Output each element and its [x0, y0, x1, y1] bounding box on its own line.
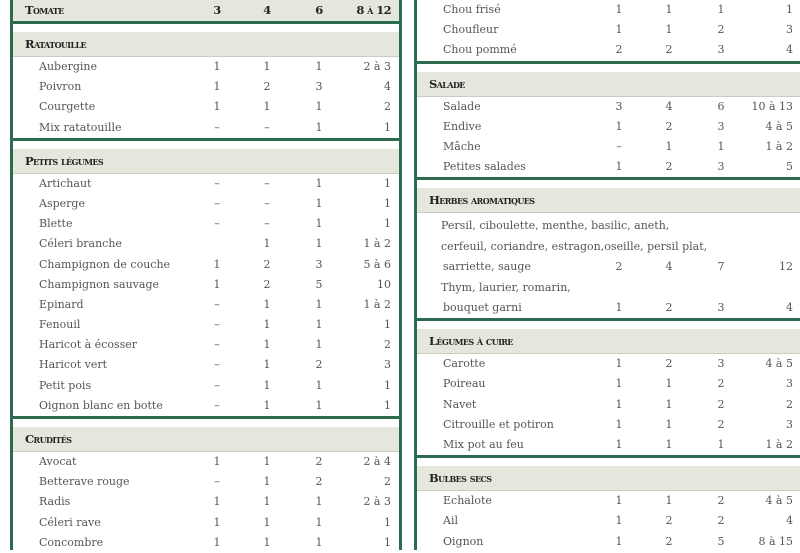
- row-value: 1: [263, 60, 271, 73]
- row-value: 1: [665, 417, 673, 431]
- table-row: [13, 77, 399, 97]
- table-row: [13, 57, 399, 77]
- row-value: 1: [665, 494, 673, 508]
- row-value: 1: [717, 139, 725, 153]
- table-row: [417, 395, 800, 415]
- row-name: Endive: [443, 119, 482, 133]
- row-value: 4: [786, 301, 793, 314]
- row-value: 1: [615, 514, 623, 528]
- row-value: 8 à 15: [758, 534, 793, 548]
- row-value: 2: [717, 377, 725, 391]
- section-bulbes-secs: [417, 466, 800, 552]
- table-row: [13, 315, 399, 335]
- row-value: 1: [263, 378, 271, 392]
- row-value: 4: [384, 80, 391, 94]
- row-name: Oignon: [443, 534, 484, 548]
- row-value: 1: [665, 377, 673, 391]
- row-value: 3: [717, 357, 725, 371]
- row-value: 2: [665, 357, 673, 371]
- row-name: Echalote: [443, 494, 492, 508]
- row-name: Ail: [443, 514, 458, 528]
- row-name: Poireau: [443, 377, 486, 391]
- row-name: bouquet garni: [443, 301, 522, 314]
- row-value: 1: [315, 495, 323, 509]
- row-value: –: [214, 398, 220, 412]
- row-value: 3: [717, 119, 725, 133]
- row-value: 2 à 4: [363, 455, 391, 468]
- row-value: 3: [615, 99, 623, 113]
- row-value: 1: [717, 3, 725, 16]
- row-value: –: [214, 196, 220, 210]
- row-value: 1: [384, 120, 391, 134]
- row-value: 2: [384, 100, 391, 114]
- table-row: [417, 117, 800, 137]
- row-value: 1: [263, 398, 271, 412]
- section-title: Bulbes secs: [417, 466, 800, 491]
- row-value: 1: [615, 494, 623, 508]
- row-value: 1: [384, 378, 391, 392]
- row-value: –: [616, 139, 622, 153]
- row-value: 1: [315, 100, 323, 114]
- row-name: Champignon sauvage: [39, 277, 159, 291]
- row-value: 1: [615, 437, 623, 451]
- row-name: Petites salades: [443, 160, 526, 174]
- section-crudites: [13, 427, 399, 553]
- table-row: [417, 0, 800, 20]
- row-value: –: [264, 196, 270, 210]
- row-value: 5 à 6: [363, 257, 391, 271]
- row-value: 1: [384, 196, 391, 210]
- row-value: 1: [615, 357, 623, 371]
- table-row: [13, 355, 399, 375]
- section-ratatouille: [13, 32, 399, 141]
- row-value: 1: [615, 534, 623, 548]
- section-title: Herbes aromatiques: [417, 188, 800, 213]
- row-value: –: [214, 378, 220, 392]
- table-row: [417, 491, 800, 511]
- row-value: 2: [263, 277, 271, 291]
- row-value: 1: [615, 397, 623, 411]
- row-name: Fenouil: [39, 318, 81, 332]
- row-name: Artichaut: [39, 176, 92, 190]
- row-value: –: [264, 217, 270, 231]
- row-value: 2: [717, 397, 725, 411]
- row-value: 1: [263, 338, 271, 352]
- row-name: Citrouille et potiron: [443, 417, 554, 431]
- row-value: 1: [263, 455, 271, 468]
- table-row: [417, 298, 800, 318]
- row-value: 1: [263, 475, 271, 489]
- row-name: Chou pommé: [443, 43, 517, 57]
- row-value: 1: [213, 515, 221, 529]
- row-value: 4 à 5: [765, 357, 793, 371]
- row-value: 1: [213, 100, 221, 114]
- row-value: 3: [786, 417, 793, 431]
- row-name: Navet: [443, 397, 477, 411]
- table-row: [417, 435, 800, 455]
- row-value: 1: [615, 377, 623, 391]
- table-row: [13, 376, 399, 396]
- row-name: Choufleur: [443, 23, 499, 37]
- row-value: –: [214, 297, 220, 311]
- row-value: 2: [717, 23, 725, 37]
- row-value: 8 à 12: [356, 3, 391, 17]
- table-row: [13, 97, 399, 117]
- row-value: 2: [665, 534, 673, 548]
- row-value: 1: [384, 515, 391, 529]
- row-value: 2: [665, 43, 673, 57]
- row-value: 2: [315, 455, 323, 468]
- left-column: [10, 0, 402, 550]
- row-value: 4: [786, 514, 793, 528]
- herb-line: Persil, ciboulette, menthe, basilic, aneth,: [441, 219, 670, 233]
- row-value: 1 à 2: [363, 237, 391, 251]
- row-name: Courgette: [39, 100, 96, 114]
- row-value: 12: [779, 260, 793, 274]
- row-value: 1: [615, 417, 623, 431]
- row-value: 5: [786, 160, 793, 174]
- row-name: Radis: [39, 495, 71, 509]
- section-herbes-aromatiques: [417, 188, 800, 321]
- row-name: Céleri rave: [39, 515, 101, 529]
- herb-line: Thym, laurier, romarin,: [441, 280, 571, 294]
- row-value: 2: [315, 358, 323, 372]
- row-name: Blette: [39, 217, 73, 231]
- section-title: Salade: [417, 72, 800, 97]
- row-value: 2 à 3: [363, 60, 391, 73]
- row-value: 4 à 5: [765, 119, 793, 133]
- row-value: 2: [717, 494, 725, 508]
- row-name: Chou frisé: [443, 3, 501, 16]
- table-row: [13, 513, 399, 533]
- row-value: 1: [263, 237, 271, 251]
- row-value: 1: [665, 437, 673, 451]
- row-name: Mix ratatouille: [39, 120, 122, 134]
- row-name: Haricot à écosser: [39, 338, 138, 352]
- row-value: 3: [786, 377, 793, 391]
- row-value: 1: [263, 318, 271, 332]
- table-row: [417, 511, 800, 531]
- row-value: 2: [665, 160, 673, 174]
- row-value: 1: [384, 176, 391, 190]
- section-title: Petits légumes: [13, 149, 399, 174]
- row-value: 3: [717, 160, 725, 174]
- row-value: 10 à 13: [751, 99, 793, 113]
- row-value: –: [214, 217, 220, 231]
- table-row: [417, 532, 800, 552]
- table-row: [13, 335, 399, 355]
- row-name: Carotte: [443, 357, 486, 371]
- row-value: 1: [315, 297, 323, 311]
- row-value: 2: [384, 338, 391, 352]
- row-value: 1: [615, 119, 623, 133]
- row-name: Céleri branche: [39, 237, 122, 251]
- row-value: 3: [786, 23, 793, 37]
- row-value: 1 à 2: [765, 139, 793, 153]
- table-row: [13, 452, 399, 472]
- row-name: Poivron: [39, 80, 82, 94]
- row-value: –: [214, 120, 220, 134]
- row-value: 1: [315, 217, 323, 231]
- herb-line: cerfeuil, coriandre, estragon,oseille, persil plat,: [441, 239, 708, 253]
- table-row: [417, 20, 800, 40]
- row-value: 2: [665, 301, 673, 314]
- row-value: 4: [263, 3, 271, 17]
- row-value: 2: [384, 475, 391, 489]
- row-value: 1: [384, 318, 391, 332]
- row-value: 1: [213, 277, 221, 291]
- section-salade: [417, 72, 800, 181]
- row-name: Epinard: [39, 297, 84, 311]
- row-value: 2: [263, 257, 271, 271]
- row-value: –: [214, 338, 220, 352]
- row-value: –: [214, 358, 220, 372]
- row-value: 1: [315, 338, 323, 352]
- section-title: Crudités: [13, 427, 399, 452]
- row-value: 1: [263, 515, 271, 529]
- row-value: 5: [717, 534, 725, 548]
- table-row: [13, 492, 399, 512]
- row-value: 2: [717, 417, 725, 431]
- row-value: 1: [315, 196, 323, 210]
- row-value: 1: [315, 318, 323, 332]
- table-row: [417, 97, 800, 117]
- row-value: 2: [263, 80, 271, 94]
- row-value: –: [214, 176, 220, 190]
- row-value: 1: [786, 3, 793, 16]
- row-value: –: [264, 176, 270, 190]
- row-value: 1: [315, 535, 323, 549]
- row-name: Tomate: [25, 3, 64, 17]
- row-value: 1: [315, 120, 323, 134]
- row-value: 1 à 2: [363, 297, 391, 311]
- table-row: [13, 295, 399, 315]
- row-value: 1: [263, 297, 271, 311]
- row-value: 1: [213, 80, 221, 94]
- row-value: 1: [665, 23, 673, 37]
- row-value: 1: [384, 398, 391, 412]
- table-row: [417, 374, 800, 394]
- row-value: 1: [615, 23, 623, 37]
- row-name: Mix pot au feu: [443, 437, 524, 451]
- row-name: Haricot vert: [39, 358, 108, 372]
- row-name: Betterave rouge: [39, 475, 130, 489]
- table-row: [417, 257, 800, 277]
- row-value: 1: [615, 160, 623, 174]
- row-name: Concombre: [39, 535, 104, 549]
- row-value: 6: [315, 3, 323, 17]
- table-row: [13, 396, 399, 416]
- table-row: [13, 255, 399, 275]
- row-value: 1: [384, 217, 391, 231]
- row-name: Aubergine: [39, 60, 97, 73]
- row-value: 1: [615, 301, 623, 314]
- row-name: Champignon de couche: [39, 257, 171, 271]
- row-value: 2: [665, 514, 673, 528]
- row-value: 2: [717, 514, 725, 528]
- row-value: 1: [263, 358, 271, 372]
- row-value: 2 à 3: [363, 495, 391, 509]
- row-value: 5: [315, 277, 323, 291]
- row-value: –: [214, 318, 220, 332]
- row-value: 1: [315, 515, 323, 529]
- right-column: [414, 0, 800, 550]
- row-name: Mâche: [443, 139, 481, 153]
- row-name: Asperge: [39, 196, 85, 210]
- row-value: 1: [263, 535, 271, 549]
- table-row: [417, 415, 800, 435]
- row-value: –: [214, 475, 220, 489]
- row-name: Salade: [443, 99, 481, 113]
- row-value: 1: [665, 397, 673, 411]
- row-name: sarriette, sauge: [443, 260, 531, 274]
- row-value: 1: [213, 257, 221, 271]
- row-value: 1: [665, 3, 673, 16]
- row-name: Petit pois: [39, 378, 92, 392]
- row-value: 4: [665, 260, 673, 274]
- table-row: [13, 214, 399, 234]
- table-row-tomate: [13, 0, 399, 24]
- row-name: Oignon blanc en botte: [39, 398, 163, 412]
- row-value: 3: [717, 301, 725, 314]
- row-value: 1: [213, 60, 221, 73]
- row-value: 1: [263, 495, 271, 509]
- row-value: 1: [315, 378, 323, 392]
- row-value: 1: [213, 495, 221, 509]
- row-value: 2: [315, 475, 323, 489]
- table-row: [13, 174, 399, 194]
- row-value: 1: [315, 237, 323, 251]
- row-value: 1: [213, 535, 221, 549]
- row-value: 3: [315, 80, 323, 94]
- table-row: [13, 194, 399, 214]
- row-value: 3: [717, 43, 725, 57]
- table-row: [13, 472, 399, 492]
- table-row: [417, 157, 800, 177]
- table-row: [417, 354, 800, 374]
- section-choux: [417, 0, 800, 64]
- row-value: 4: [665, 99, 673, 113]
- row-value: 2: [786, 397, 793, 411]
- row-value: 6: [717, 99, 725, 113]
- row-value: 1: [315, 176, 323, 190]
- row-value: 1: [315, 398, 323, 412]
- row-value: 10: [377, 277, 391, 291]
- row-value: 3: [384, 358, 391, 372]
- section-title: Ratatouille: [13, 32, 399, 57]
- row-value: 1: [384, 535, 391, 549]
- section-title: Légumes à cuire: [417, 329, 800, 354]
- row-value: 1: [665, 139, 673, 153]
- row-value: 1: [315, 60, 323, 73]
- row-value: 4 à 5: [765, 494, 793, 508]
- row-value: 3: [213, 3, 221, 17]
- table-row: [13, 234, 399, 254]
- row-value: 1: [717, 437, 725, 451]
- row-value: 2: [615, 43, 623, 57]
- row-name: Avocat: [39, 455, 77, 468]
- row-value: 4: [786, 43, 793, 57]
- table-row: [417, 137, 800, 157]
- table-row: [13, 118, 399, 138]
- row-value: 2: [665, 119, 673, 133]
- row-value: 1: [213, 455, 221, 468]
- row-value: –: [264, 120, 270, 134]
- row-value: 1: [263, 100, 271, 114]
- row-value: 2: [615, 260, 623, 274]
- section-legumes-a-cuire: [417, 329, 800, 458]
- row-value: 1: [615, 3, 623, 16]
- row-value: 3: [315, 257, 323, 271]
- row-value: 1 à 2: [765, 437, 793, 451]
- table-row: [13, 275, 399, 295]
- row-value: 7: [717, 260, 725, 274]
- table-row: [417, 40, 800, 60]
- section-petits-legumes: [13, 149, 399, 419]
